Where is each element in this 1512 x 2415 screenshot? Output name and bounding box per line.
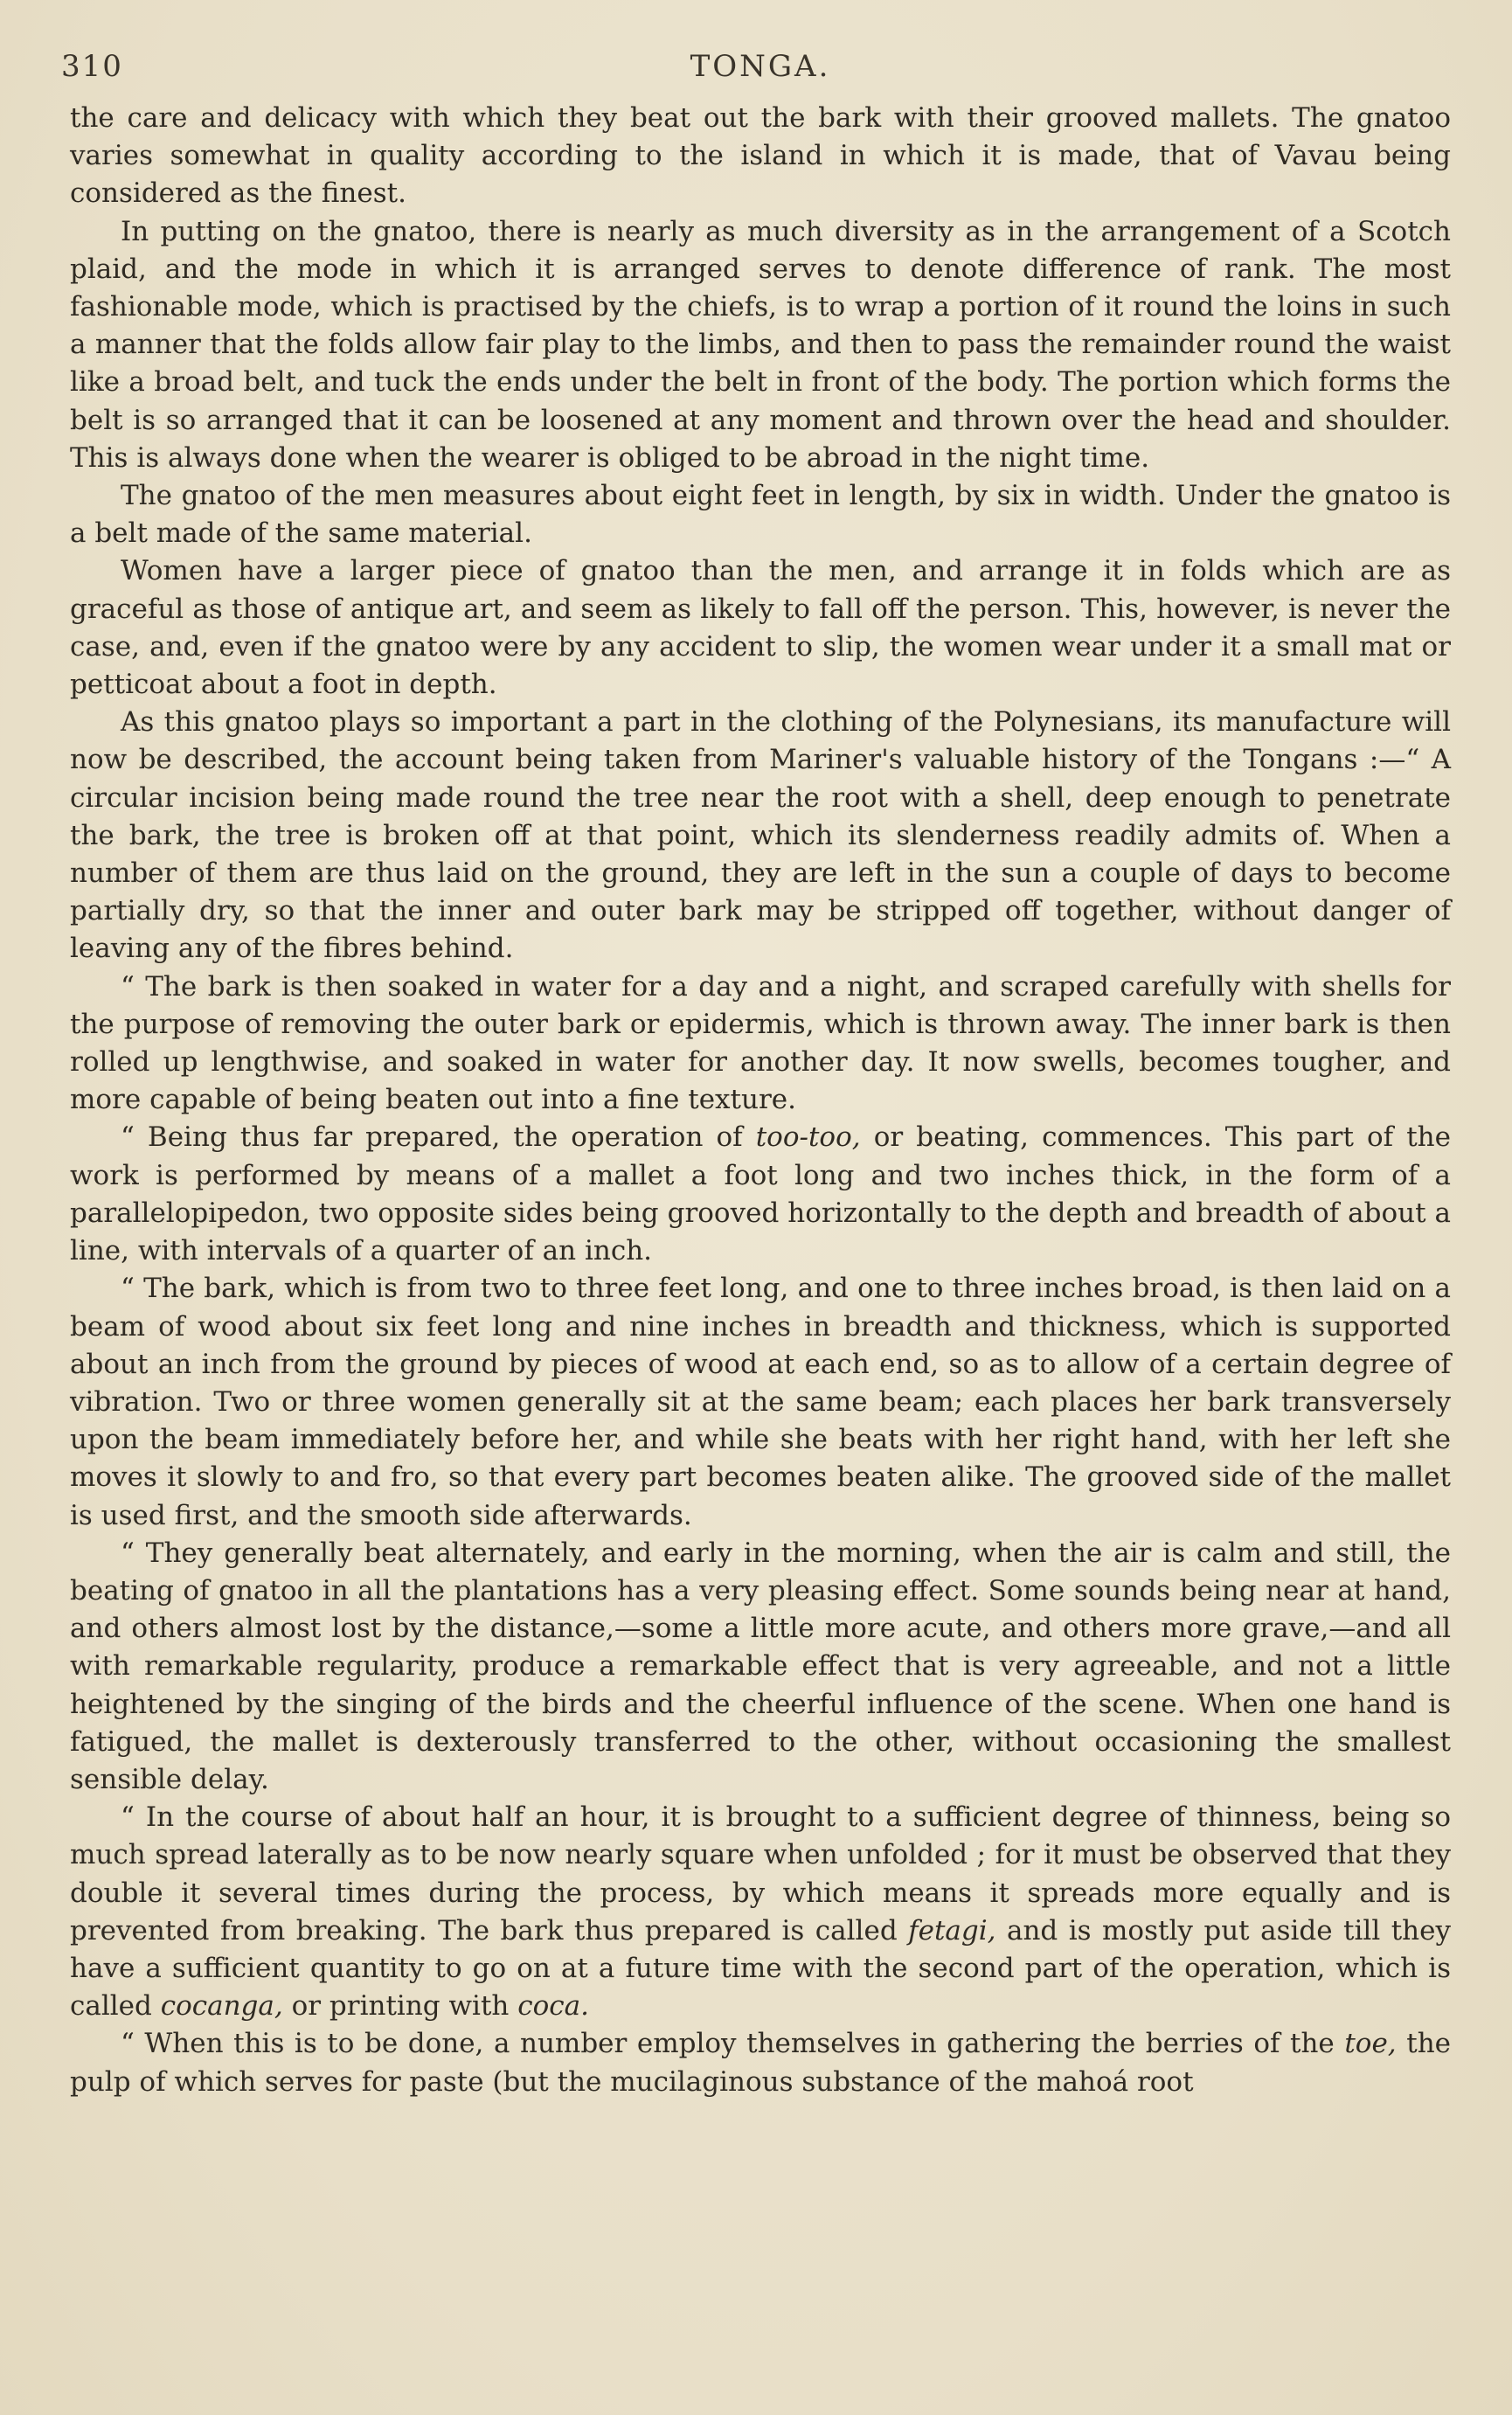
text-run: “ In the course of about half an hour, it is brought to a sufficient degree of thinness, being so much spread laterally as to be now nearly square when unfolded ; for it must be observed that they double it several times during the process, by which means it spreads more equally and is prevented from breaking. The bark thus prepared is called xyxy=(70,1801,1451,1947)
book-page xyxy=(61,49,1452,2374)
italic-term: too-too, xyxy=(755,1121,861,1154)
italic-term: fetagi, xyxy=(908,1914,996,1947)
paragraph-mens-gnatoo: The gnatoo of the men measures about eight feet in length, by six in width. Under the gnatoo is a belt made of the same material. xyxy=(70,480,1451,550)
text-run: or printing with xyxy=(282,1990,518,2023)
text-run: the pulp of which serves for paste (but the mucilaginous substance of the mahoá root xyxy=(70,2028,1452,2098)
body-text xyxy=(70,100,1451,2101)
page-number: 310 xyxy=(61,49,123,84)
paragraph-continued: the care and delicacy with which they beat out the bark with their grooved mallets. The gnatoo varies somewhat in quality according to the island in which it is made, that of Vavau being considered as the finest. xyxy=(70,102,1451,210)
italic-term: toe, xyxy=(1344,2028,1397,2060)
italic-term: coca. xyxy=(517,1990,589,2023)
paragraph-fetagi xyxy=(70,1799,1451,2025)
text-run: “ When this is to be done, a number employ themselves in gathering the berries of the xyxy=(121,2028,1345,2060)
text-run: or beating, commences. This part of the work is performed by means of a mallet a foot long and two inches thick, in the form of a parallelopipedon, two opposite sides being grooved horizontally to the depth and breadth of about a line, with intervals of a quarter of an inch. xyxy=(70,1121,1451,1267)
paragraph-beating-sound: “ They generally beat alternately, and early in the morning, when the air is calm and still, the beating of gnatoo in all the plantations has a very pleasing effect. Some sounds being near at hand, and others almost lost by the distance,—some a little more acute, and others more grave,—and all with remarkable regularity, produce a remarkable effect that is very agreeable, and not a little heightened by the singing of the birds and the cheerful influence of the scene. When one hand is fatigued, the mallet is dexterously transferred to the other, without occasioning the smallest sensible delay. xyxy=(70,1537,1451,1795)
text-run: and is mostly put aside till they have a sufficient quantity to go on at a future time with the second part of the operation, which is called xyxy=(70,1914,1451,2023)
paragraph-gnatoo-wearing: In putting on the gnatoo, there is nearly as much diversity as in the arrangement of a Scotch plaid, and the mode in which it is arranged serves to denote difference of rank. The most fashionable mode, which is practised by the chiefs, is to wrap a portion of it round the loins in such a manner that the folds allow fair play to the limbs, and then to pass the remainder round the waist like a broad belt, and tuck the ends under the belt in front of the body. The portion which forms the belt is so arranged that it can be loosened at any moment and thrown over the head and shoulder. This is always done when the wearer is obliged to be abroad in the night time. xyxy=(70,215,1451,474)
paragraph-soaking: “ The bark is then soaked in water for a day and a night, and scraped carefully with shells for the purpose of removing the outer bark or epidermis, which is thrown away. The inner bark is then rolled up lengthwise, and soaked in water for another day. It now swells, becomes tougher, and more capable of being beaten out into a fine texture. xyxy=(70,970,1451,1116)
running-head xyxy=(61,49,1451,91)
paragraph-womens-gnatoo: Women have a larger piece of gnatoo than the men, and arrange it in folds which are as graceful as those of antique art, and seem as likely to fall off the person. This, however, is never the case, and, even if the gnatoo were by any accident to slip, the women wear under it a small mat or petticoat about a foot in depth. xyxy=(70,555,1451,701)
paragraph-beam: “ The bark, which is from two to three feet long, and one to three inches broad, is then laid on a beam of wood about six feet long and nine inches in breadth and thickness, which is supported about an inch from the ground by pieces of wood at each end, so as to allow of a certain degree of vibration. Two or three women generally sit at the same beam; each places her bark transversely upon the beam immediately before her, and while she beats with her right hand, with her left she moves it slowly to and fro, so that every part becomes beaten alike. The grooved side of the mallet is used first, and the smooth side afterwards. xyxy=(70,1273,1451,1531)
paragraph-toe-berries xyxy=(70,2025,1451,2100)
italic-term: cocanga, xyxy=(160,1990,283,2023)
paragraph-too-too xyxy=(70,1119,1451,1270)
text-run: “ Being thus far prepared, the operation of xyxy=(121,1121,756,1154)
running-title: TONGA. xyxy=(690,49,831,84)
paragraph-manufacture: As this gnatoo plays so important a part in the clothing of the Polynesians, its manufacture will now be described, the account being taken from Mariner's valuable history of the Tongans :—“ A circular incision being made round the tree near the root with a shell, deep enough to penetrate the bark, the tree is broken off at that point, which its slenderness readily admits of. When a number of them are thus laid on the ground, they are left in the sun a couple of days to become partially dry, so that the inner and outer bark may be stripped off together, without danger of leaving any of the fibres behind. xyxy=(70,706,1451,965)
